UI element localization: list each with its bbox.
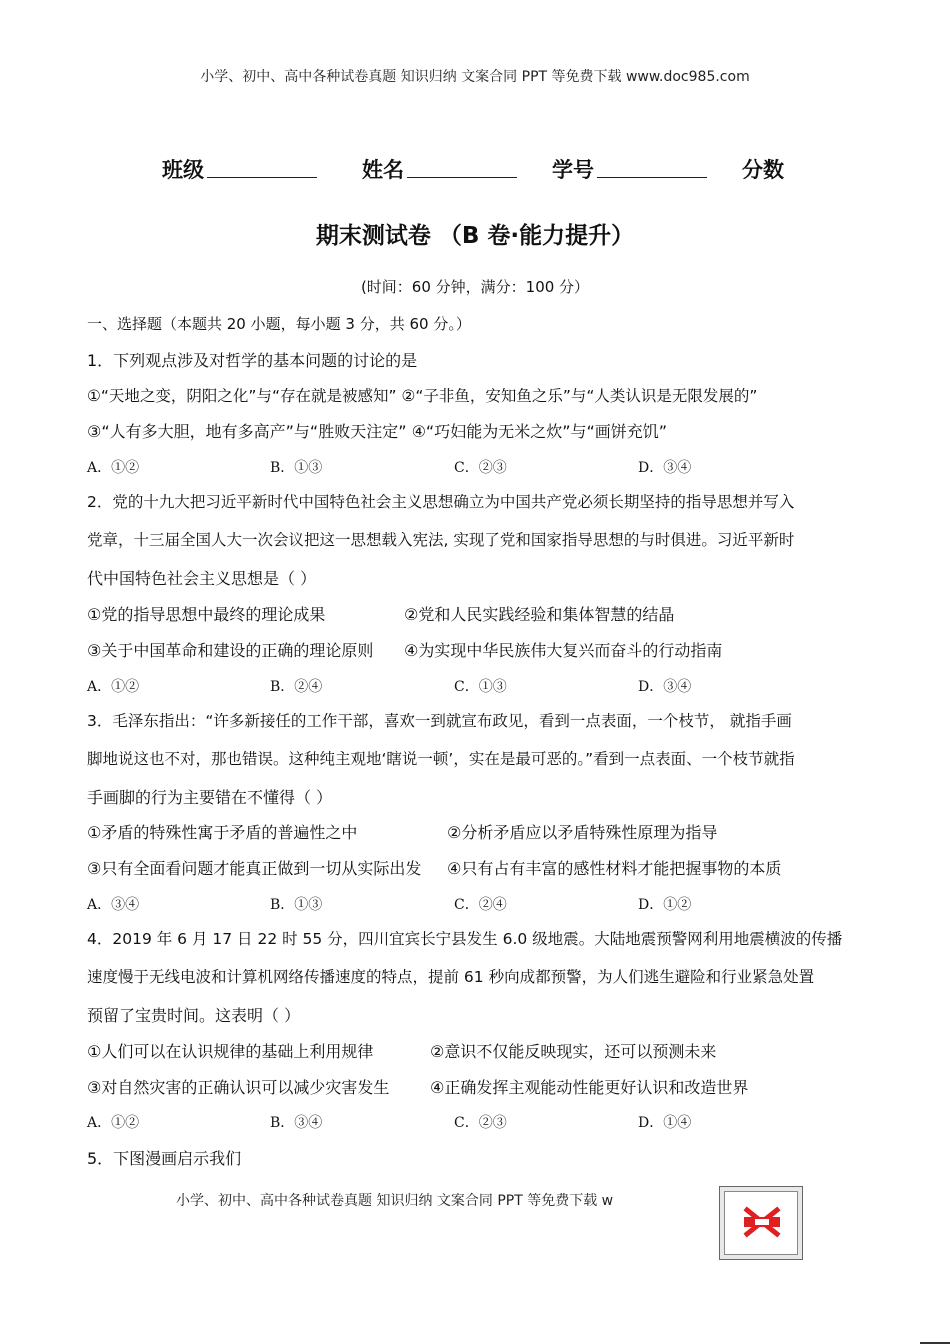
q5-stem: 5．下图漫画启示我们 bbox=[87, 1149, 242, 1168]
q3-choice-3: ③只有全面看问题才能真正做到一切从实际出发 bbox=[87, 859, 422, 878]
q4-option-c: C．②③ bbox=[454, 1115, 507, 1131]
broken-image-placeholder bbox=[719, 1186, 803, 1260]
q2-choice-2: ②党和人民实践经验和集体智慧的结晶 bbox=[404, 605, 675, 624]
number-blank bbox=[597, 177, 707, 178]
page-header: 小学、初中、高中各种试卷真题 知识归纳 文案合同 PPT 等免费下载 www.doc985.com bbox=[200, 69, 750, 85]
q3-option-a: A．③④ bbox=[87, 897, 140, 913]
exam-subtitle: (时间：60 分钟，满分：100 分） bbox=[360, 278, 590, 296]
q4-choice-4: ④正确发挥主观能动性能更好认识和改造世界 bbox=[430, 1078, 749, 1097]
q4-option-d: D．①④ bbox=[638, 1115, 692, 1131]
q4-stem-line-3: 预留了宝贵时间。这表明（ ） bbox=[87, 1006, 301, 1025]
class-blank bbox=[207, 177, 317, 178]
q2-option-b: B．②④ bbox=[270, 679, 323, 695]
q3-choice-4: ④只有占有丰富的感性材料才能把握事物的本质 bbox=[447, 859, 782, 878]
student-number-label: 学号 bbox=[552, 158, 594, 182]
q2-option-d: D．③④ bbox=[638, 679, 692, 695]
score-label: 分数 bbox=[742, 158, 784, 182]
q1-option-b: B．①③ bbox=[270, 460, 323, 476]
q2-option-a: A．①② bbox=[87, 679, 140, 695]
broken-image-icon bbox=[725, 1192, 799, 1256]
section-heading: 一、选择题（本题共 20 小题，每小题 3 分，共 60 分。） bbox=[87, 315, 471, 333]
q3-option-d: D．①② bbox=[638, 897, 692, 913]
q2-option-c: C．①③ bbox=[454, 679, 507, 695]
q2-stem-line-3: 代中国特色社会主义思想是（ ） bbox=[87, 569, 317, 588]
page-footer: 小学、初中、高中各种试卷真题 知识归纳 文案合同 PPT 等免费下载 w bbox=[176, 1193, 614, 1209]
q3-option-b: B．①③ bbox=[270, 897, 323, 913]
q2-choice-3: ③关于中国革命和建设的正确的理论原则 bbox=[87, 641, 374, 660]
q2-stem-line-1: 2．党的十九大把习近平新时代中国特色社会主义思想确立为中国共产党必须长期坚持的指导思想并写入 bbox=[87, 493, 795, 511]
q4-option-a: A．①② bbox=[87, 1115, 140, 1131]
q4-choice-1: ①人们可以在认识规律的基础上利用规律 bbox=[87, 1042, 374, 1061]
q4-choice-2: ②意识不仅能反映现实，还可以预测未来 bbox=[430, 1042, 717, 1061]
q1-option-c: C．②③ bbox=[454, 460, 507, 476]
q3-stem-line-2: 脚地说这也不对，那也错误。这种纯主观地‘瞎说一顿’，实在是最可恶的。”看到一点表面、一个枝节就指 bbox=[87, 750, 795, 768]
q2-choice-1: ①党的指导思想中最终的理论成果 bbox=[87, 605, 326, 624]
q2-stem-line-2: 党章，十三届全国人大一次会议把这一思想载入宪法, 实现了党和国家指导思想的与时俱进。习近平新时 bbox=[87, 531, 795, 549]
q2-choice-4: ④为实现中华民族伟大复兴而奋斗的行动指南 bbox=[404, 641, 723, 660]
q1-stem: 1．下列观点涉及对哲学的基本问题的讨论的是 bbox=[87, 351, 418, 370]
q3-stem-line-3: 手画脚的行为主要错在不懂得（ ） bbox=[87, 788, 333, 807]
class-label: 班级 bbox=[162, 158, 204, 182]
q4-choice-3: ③对自然灾害的正确认识可以减少灾害发生 bbox=[87, 1078, 390, 1097]
exam-title: 期末测试卷 （B 卷·能力提升） bbox=[315, 223, 635, 249]
q1-option-d: D．③④ bbox=[638, 460, 692, 476]
q4-stem-line-1: 4．2019 年 6 月 17 日 22 时 55 分，四川宜宾长宁县发生 6.0 级地震。大陆地震预警网利用地震横波的传播 bbox=[87, 930, 843, 948]
q3-choice-1: ①矛盾的特殊性寓于矛盾的普遍性之中 bbox=[87, 823, 358, 842]
q4-stem-line-2: 速度慢于无线电波和计算机网络传播速度的特点，提前 61 秒向成都预警，为人们逃生避险和行业紧急处置 bbox=[87, 968, 815, 986]
q1-choice-line-2: ③“人有多大胆，地有多高产”与“胜败天注定” ④“巧妇能为无米之炊”与“画饼充饥” bbox=[87, 422, 668, 441]
q1-option-a: A．①② bbox=[87, 460, 140, 476]
q3-choice-2: ②分析矛盾应以矛盾特殊性原理为指导 bbox=[447, 823, 718, 842]
name-blank bbox=[407, 177, 517, 178]
q3-stem-line-1: 3．毛泽东指出：“许多新接任的工作干部，喜欢一到就宣布政见，看到一点表面，一个枝节， 就指手画 bbox=[87, 712, 792, 730]
name-label: 姓名 bbox=[362, 158, 404, 182]
q1-choice-line-1: ①“天地之变，阴阳之化”与“存在就是被感知” ②“子非鱼，安知鱼之乐”与“人类认识是无限发展的” bbox=[87, 387, 758, 405]
q4-option-b: B．③④ bbox=[270, 1115, 323, 1131]
q3-option-c: C．②④ bbox=[454, 897, 507, 913]
